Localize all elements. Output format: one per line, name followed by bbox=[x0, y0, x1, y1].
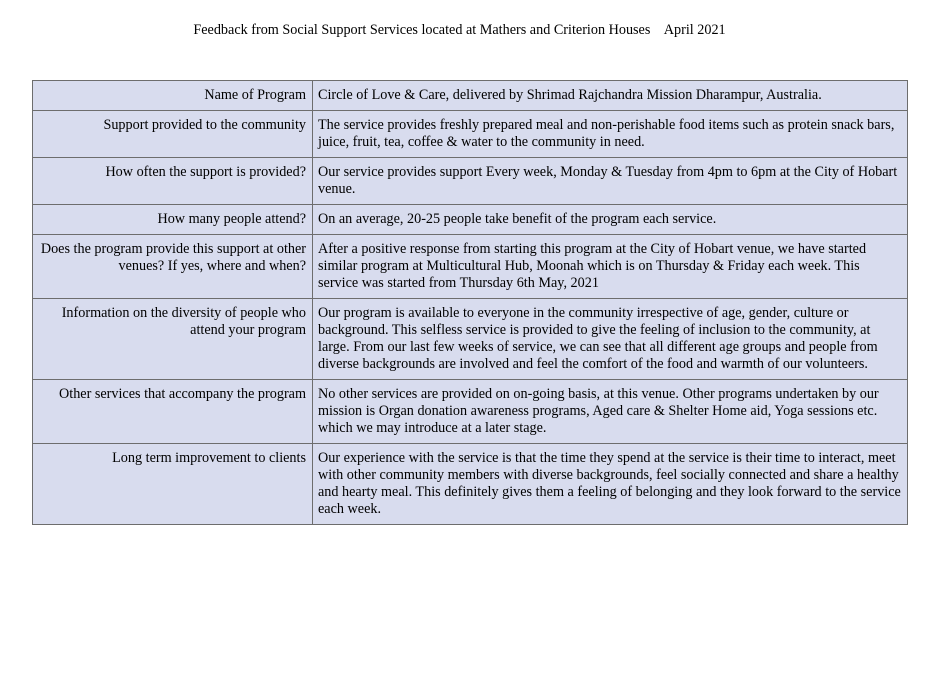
row-label-long-term-improvement: Long term improvement to clients bbox=[33, 444, 313, 525]
row-label-program-name: Name of Program bbox=[33, 81, 313, 111]
row-label-diversity: Information on the diversity of people who attend your program bbox=[33, 299, 313, 380]
table-row-support-provided bbox=[33, 111, 908, 158]
row-value-attendance: On an average, 20-25 people take benefit of the program each service. bbox=[313, 205, 908, 235]
row-value-diversity: Our program is available to everyone in the community irrespective of age, gender, culture or background. This selfless service is provided to give the feeling of inclusion to the community, at large. From our last few weeks of service, we can see that all different age groups and people from diverse backgrounds are involved and feel the comfort of the food and warmth of our volunteers. bbox=[313, 299, 908, 380]
table-row-long-term-improvement bbox=[33, 444, 908, 525]
row-label-support-provided: Support provided to the community bbox=[33, 111, 313, 158]
table-row-other-venues bbox=[33, 235, 908, 299]
page-title: Feedback from Social Support Services located at Mathers and Criterion Houses April 2021 bbox=[193, 22, 726, 38]
table-row-attendance bbox=[33, 205, 908, 235]
row-label-other-venues: Does the program provide this support at other venues? If yes, where and when? bbox=[33, 235, 313, 299]
row-value-support-provided: The service provides freshly prepared meal and non-perishable food items such as protein snack bars, juice, fruit, tea, coffee & water to the community in need. bbox=[313, 111, 908, 158]
row-label-attendance: How many people attend? bbox=[33, 205, 313, 235]
table-row-diversity bbox=[33, 299, 908, 380]
table-row-program-name bbox=[33, 81, 908, 111]
row-label-frequency: How often the support is provided? bbox=[33, 158, 313, 205]
row-value-other-venues: After a positive response from starting this program at the City of Hobart venue, we have started similar program at Multicultural Hub, Moonah which is on Thursday & Friday each week. This service was started from Thursday 6th May, 2021 bbox=[313, 235, 908, 299]
row-label-other-services: Other services that accompany the program bbox=[33, 380, 313, 444]
feedback-table bbox=[32, 80, 908, 525]
row-value-frequency: Our service provides support Every week, Monday & Tuesday from 4pm to 6pm at the City of Hobart venue. bbox=[313, 158, 908, 205]
row-value-long-term-improvement: Our experience with the service is that the time they spend at the service is their time to interact, meet with other community members with diverse backgrounds, feel socially connected and share a healthy and hearty meal. This definitely gives them a feeling of belonging and they look forward to the service each week. bbox=[313, 444, 908, 525]
table-row-other-services bbox=[33, 380, 908, 444]
row-value-program-name: Circle of Love & Care, delivered by Shrimad Rajchandra Mission Dharampur, Australia. bbox=[313, 81, 908, 111]
table-row-frequency bbox=[33, 158, 908, 205]
row-value-other-services: No other services are provided on on-going basis, at this venue. Other programs undertaken by our mission is Organ donation awareness programs, Aged care & Shelter Home aid, Yoga sessions etc. which we may introduce at a later stage. bbox=[313, 380, 908, 444]
